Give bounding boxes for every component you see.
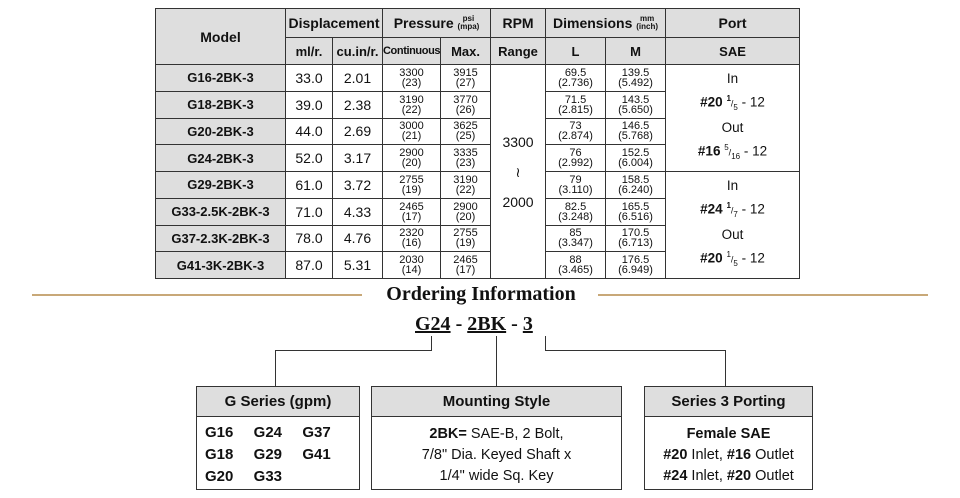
ml-cell: 78.0 [286,225,333,252]
connector-series-vertical [275,350,276,387]
porting-box-header: Series 3 Porting [645,387,812,417]
series-box-header: G Series (gpm) [197,387,359,417]
connector-porting-horizontal [545,350,726,351]
cuin-cell: 5.31 [333,252,383,279]
divider-right [598,294,928,296]
header-dimensions: Dimensions $^{mm (inch)}$ [546,9,666,38]
continuous-cell: 2030 (14) [383,252,441,279]
port-group-0: In #20 $^1/_5 - 12$ Out #16 $^5/_{16} - 12$ [666,65,800,172]
dim-m-cell: 152.5 (6.004) [606,145,666,172]
code-porting: 3 [522,313,533,335]
mounting-description: 2BK= SAE-B, 2 Bolt, 7/8" Dia. Keyed Shaft x 1/4" wide Sq. Key [421,426,572,484]
dim-m-cell: 139.5 (5.492) [606,65,666,92]
rpm-range-cell: 3300 ≀ 2000 [491,65,546,279]
series-box [196,386,360,490]
max-cell: 2755 (19) [441,225,491,252]
connector-mounting [496,336,497,387]
header-model: Model [156,9,286,65]
table-row [156,65,800,92]
dim-l-cell: 82.5 (3.248) [546,198,606,225]
dim-m-cell: 158.5 (6.240) [606,172,666,199]
cuin-cell: 3.17 [333,145,383,172]
dim-m-cell: 143.5 (5.650) [606,91,666,118]
continuous-cell: 2900 (20) [383,145,441,172]
series-item: G24 [253,424,283,441]
subheader-m: M [606,38,666,65]
ml-cell: 71.0 [286,198,333,225]
dim-l-cell: 79 (3.110) [546,172,606,199]
dim-m-cell: 170.5 (6.713) [606,225,666,252]
subheader-l: L [546,38,606,65]
ml-cell: 61.0 [286,172,333,199]
subheader-continuous: Continuous [383,38,441,65]
model-cell: G24-2BK-3 [156,145,286,172]
model-cell: G16-2BK-3 [156,65,286,92]
model-cell: G33-2.5K-2BK-3 [156,198,286,225]
continuous-cell: 3300 (23) [383,65,441,92]
dim-l-cell: 76 (2.992) [546,145,606,172]
header-port: Port [666,9,800,38]
port-group-1: In #24 $^1/_7 - 12$ Out #20 $^1/_5 - 12$ [666,172,800,279]
subheader-sae: SAE [666,38,800,65]
subheader-max: Max. [441,38,491,65]
series-item: G16 [205,424,234,441]
divider-left [32,294,362,296]
ml-cell: 52.0 [286,145,333,172]
continuous-cell: 3190 (22) [383,91,441,118]
dim-l-cell: 71.5 (2.815) [546,91,606,118]
dim-m-cell: 146.5 (5.768) [606,118,666,145]
ml-cell: 39.0 [286,91,333,118]
cuin-cell: 2.38 [333,91,383,118]
series-item: G18 [205,446,234,463]
subheader-ml-per-rev: ml/r. [286,38,333,65]
model-cell: G41-3K-2BK-3 [156,252,286,279]
ml-cell: 44.0 [286,118,333,145]
header-displacement: Displacement [286,9,383,38]
cuin-cell: 4.33 [333,198,383,225]
cuin-cell: 3.72 [333,172,383,199]
dim-l-cell: 88 (3.465) [546,252,606,279]
porting-box [644,386,813,490]
series-item: G20 [205,468,234,485]
series-item: G29 [253,446,283,463]
max-cell: 3770 (26) [441,91,491,118]
connector-porting-vertical [725,350,726,387]
series-item: G37 [302,424,331,441]
continuous-cell: 2465 (17) [383,198,441,225]
max-cell: 2900 (20) [441,198,491,225]
subheader-range: Range [491,38,546,65]
cuin-cell: 2.69 [333,118,383,145]
model-cell: G20-2BK-3 [156,118,286,145]
max-cell: 2465 (17) [441,252,491,279]
max-cell: 3915 (27) [441,65,491,92]
dim-l-cell: 73 (2.874) [546,118,606,145]
code-mounting: 2BK [467,313,507,335]
porting-description: Female SAE #20 Inlet, #16 Outlet #24 Inlet, #20 Outlet [663,426,794,484]
series-item: G41 [302,446,331,463]
series-list [197,417,359,488]
continuous-cell: 2320 (16) [383,225,441,252]
connector-series-horizontal [275,350,432,351]
max-cell: 3190 (22) [441,172,491,199]
ml-cell: 87.0 [286,252,333,279]
ml-cell: 33.0 [286,65,333,92]
model-cell: G29-2BK-3 [156,172,286,199]
specifications-table [155,8,800,279]
continuous-cell: 3000 (21) [383,118,441,145]
mounting-box-header: Mounting Style [372,387,621,417]
ordering-code: G24 - 2BK - 3 [415,313,533,335]
dim-m-cell: 165.5 (6.516) [606,198,666,225]
header-pressure: Pressure $^{psi (mpa)}$ [383,9,491,38]
connector-series-stem [431,336,432,351]
ordering-title: Ordering Information [386,283,576,305]
header-rpm: RPM [491,9,546,38]
table-row [156,172,800,199]
subheader-cuin-per-rev: cu.in/r. [333,38,383,65]
cuin-cell: 4.76 [333,225,383,252]
dim-l-cell: 85 (3.347) [546,225,606,252]
connector-porting-stem [545,336,546,351]
dim-m-cell: 176.5 (6.949) [606,252,666,279]
series-item: G33 [253,468,283,485]
model-cell: G18-2BK-3 [156,91,286,118]
cuin-cell: 2.01 [333,65,383,92]
continuous-cell: 2755 (19) [383,172,441,199]
dim-l-cell: 69.5 (2.736) [546,65,606,92]
max-cell: 3335 (23) [441,145,491,172]
mounting-box [371,386,622,490]
series-item [302,466,351,488]
max-cell: 3625 (25) [441,118,491,145]
code-series: G24 [415,313,451,335]
model-cell: G37-2.3K-2BK-3 [156,225,286,252]
